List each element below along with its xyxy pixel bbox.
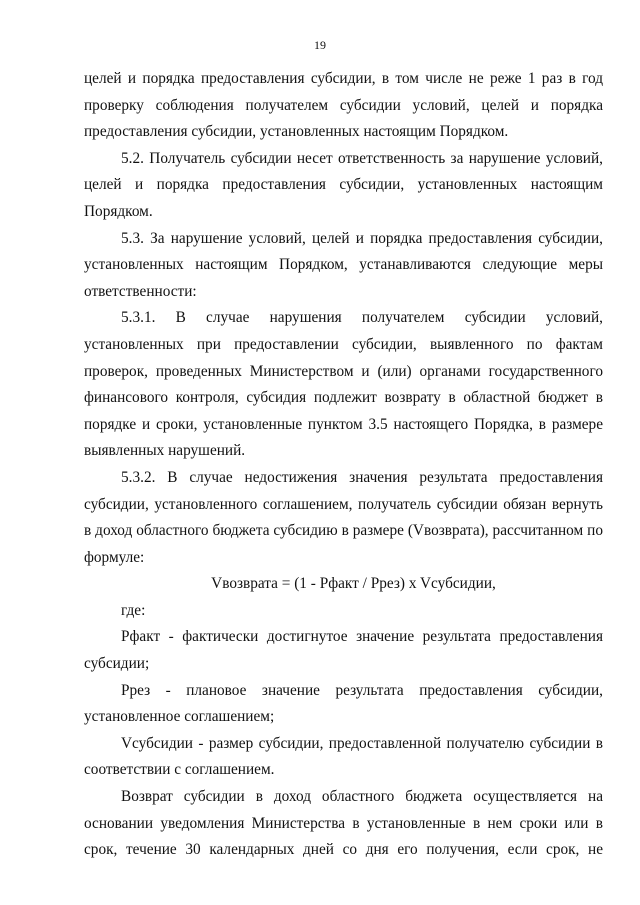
paragraph-5-3-1: 5.3.1. В случае нарушения получателем субсидии условий, установленных при предоставлении субсидии, выявленного по фактам проверок, проведенных Министерством и (или) органами государственного финансового контроля, субсидия подлежит возврату в областной бюджет в порядке и сроки, установленные пунктом 3.5 настоящего Порядка, в размере выявленных нарушений. [84,309,603,460]
paragraph-continuation: целей и порядка предоставления субсидии, в том числе не реже 1 раз в год проверку соблюдения получателем субсидии условий, целей и порядка предоставления субсидии, установленных настоящим Порядком. [84,70,603,141]
definition-vsubsidii: Vсубсидии - размер субсидии, предоставленной получателю субсидии в соответствии с соглашением. [84,734,603,779]
formula-where-label: где: [121,601,146,619]
paragraph-5-2: 5.2. Получатель субсидии несет ответственность за нарушение условий, целей и порядка предоставления субсидии, установленных настоящим Порядком. [84,149,603,220]
document-body [84,66,603,864]
definition-pfact: Pфакт - фактически достигнутое значение результата предоставления субсидии; [84,628,603,673]
definition-prez: Pрез - плановое значение результата предоставления субсидии, установленное соглашением; [84,681,603,726]
formula: Vвозврата = (1 - Pфакт / Pрез) x Vсубсидии, [211,575,496,593]
page-number: 19 [314,38,326,52]
paragraph-5-3-2: 5.3.2. В случае недостижения значения результата предоставления субсидии, установленного соглашением, получатель субсидии обязан вернуть в доход областного бюджета субсидию в размере (Vвозврата), рассчитанном по формуле: [84,468,603,566]
paragraph-5-3: 5.3. За нарушение условий, целей и порядка предоставления субсидии, установленных настоящим Порядком, устанавливаются следующие меры ответственности: [84,229,603,300]
paragraph-refund: Возврат субсидии в доход областного бюджета осуществляется на основании уведомления Министерства в установленные в нем сроки или в срок, течение 30 календарных дней со дня его получения, если срок, не [84,788,603,859]
